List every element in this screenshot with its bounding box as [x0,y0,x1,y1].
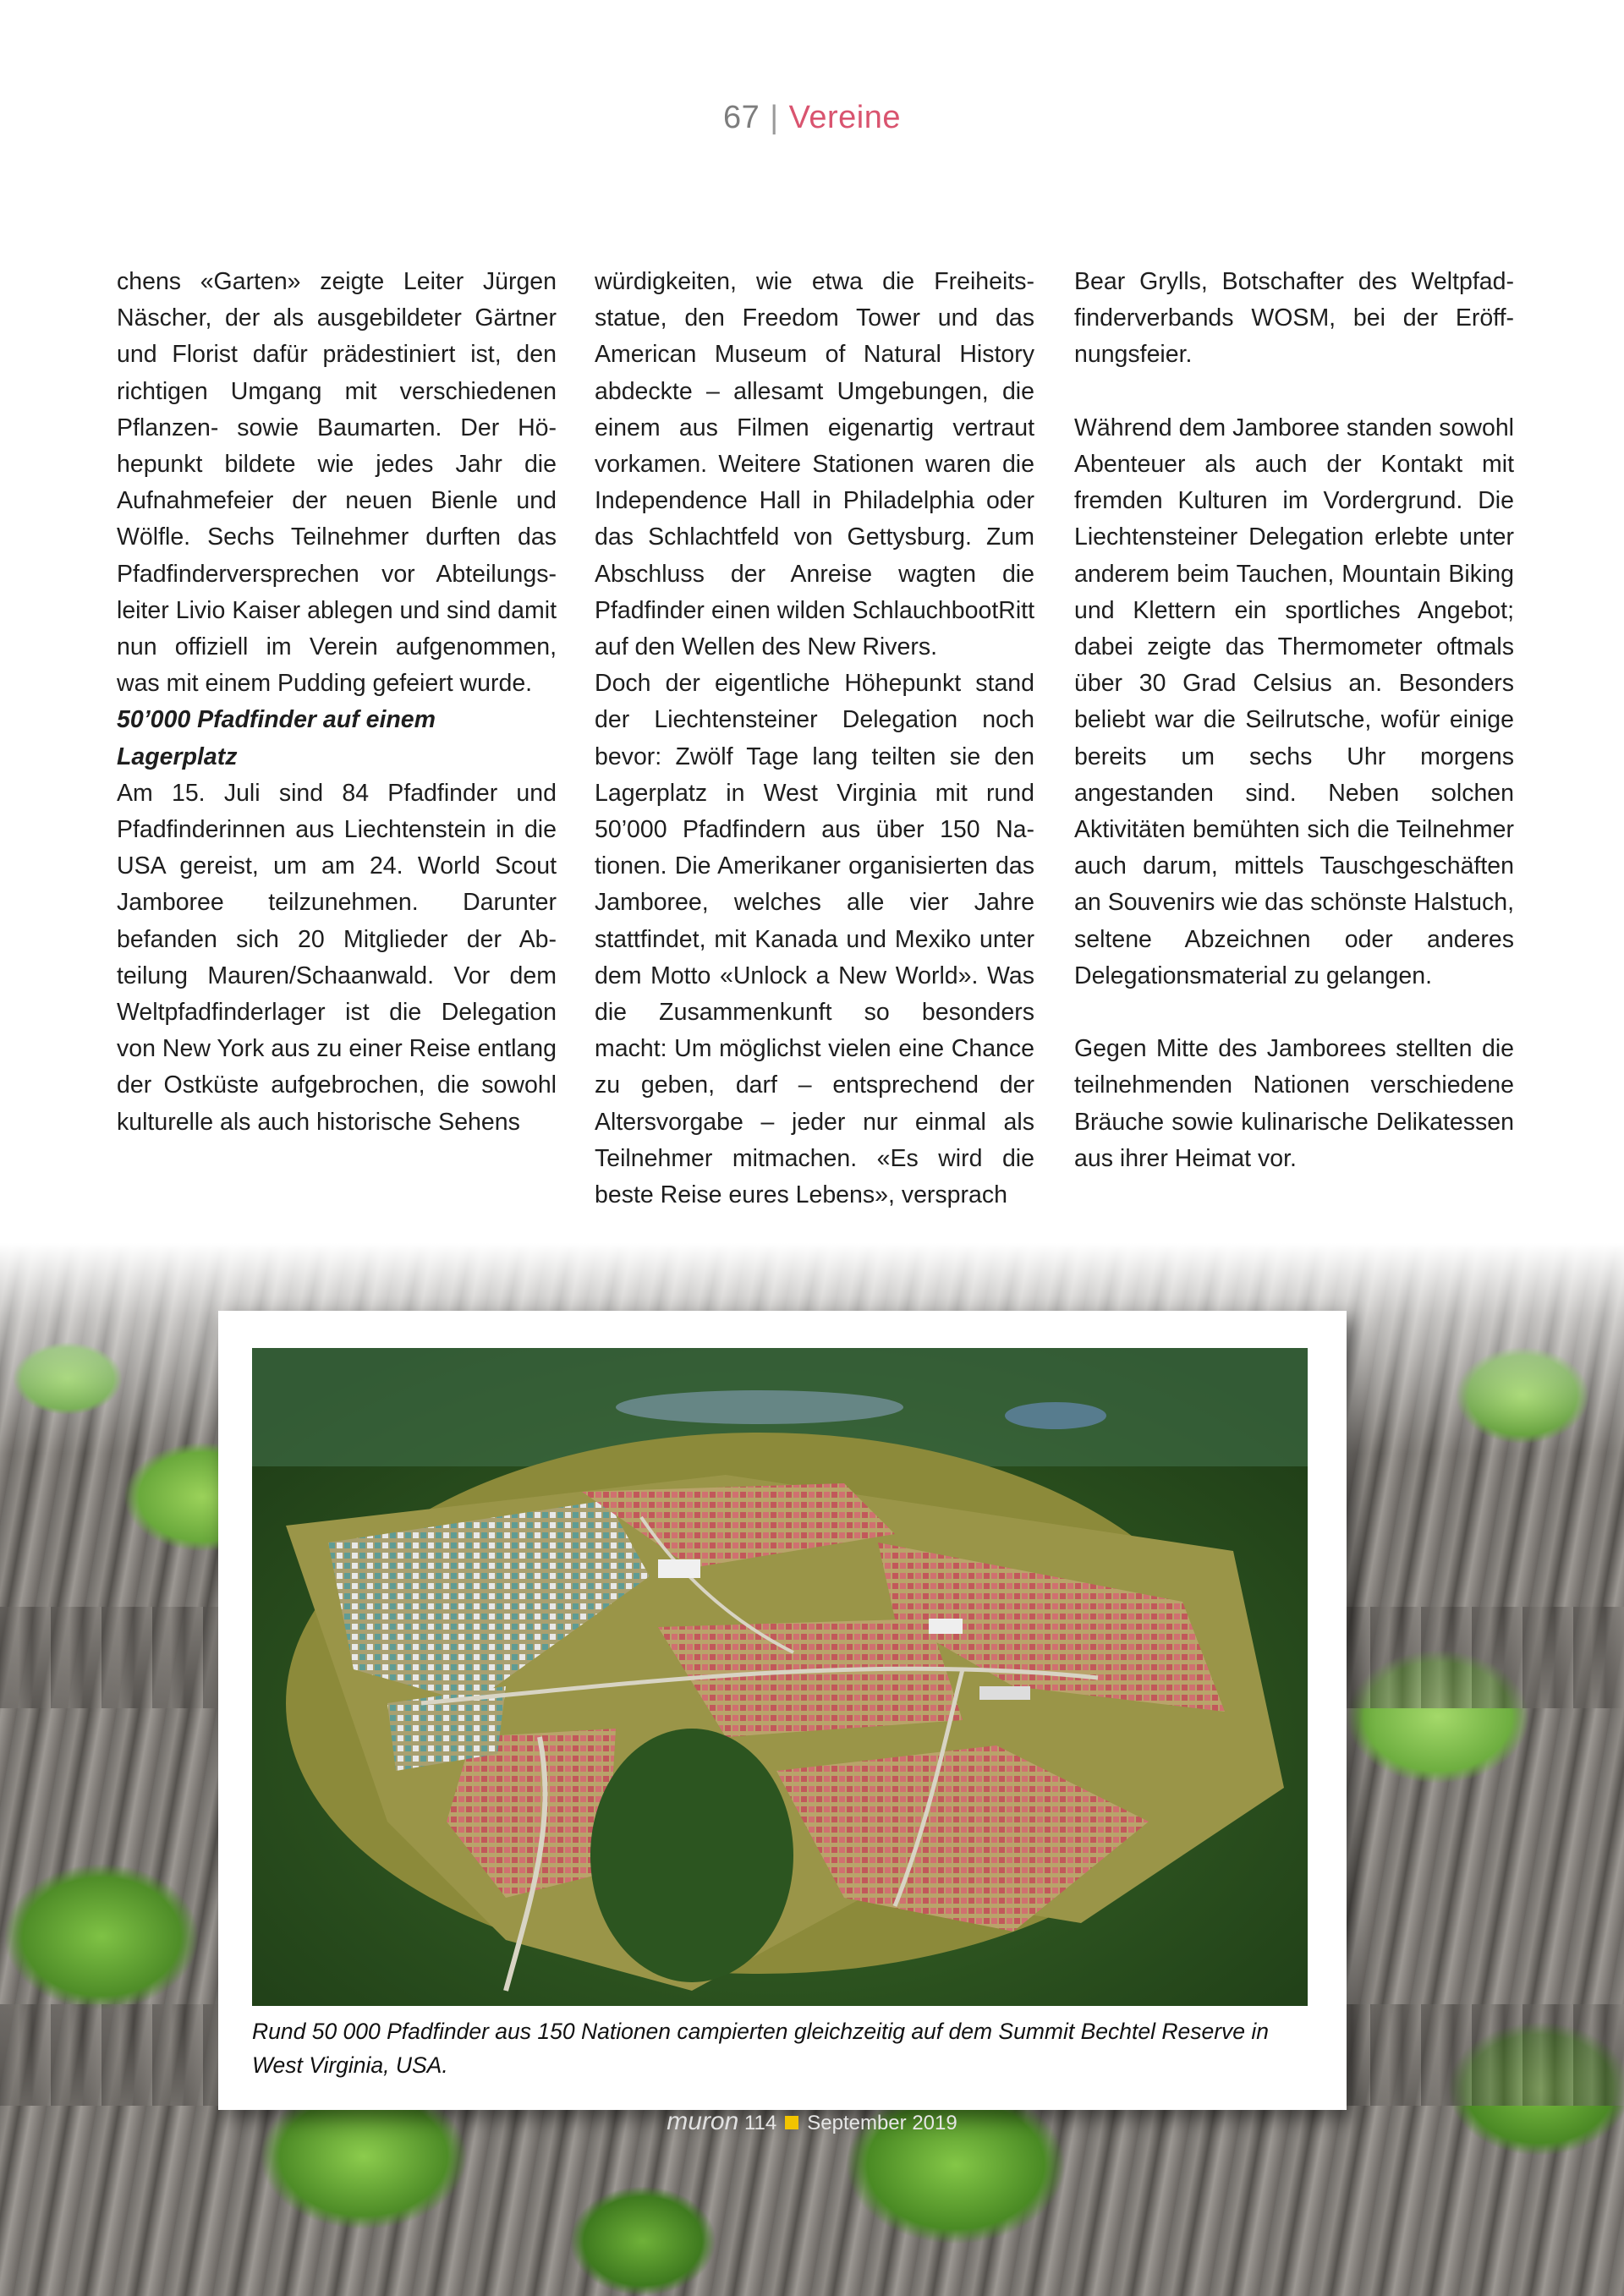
text-column-1 [117,264,557,1141]
paragraph: Am 15. Juli sind 84 Pfadfinder und Pfadfinderinnen aus Liechtenstein in die USA gereist, um am 24. World Scout Jamboree teilzunehmen. Darunter befanden sich 20 Mitglieder der Abteilung Mauren/Schaanwald. Vor dem Weltpfadfinderlager ist die Delegation von New York aus zu einer Reise entlang der Ostküste aufgebrochen, die sowohl kulturelle als auch historische Sehens [117,779,557,1136]
section-title: Vereine [788,100,902,135]
paragraph: würdigkeiten, wie etwa die Freiheitsstatue, den Freedom Tower und das American Museum of Natural History abdeckte – allesamt Umgebungen, die einem aus Filmen eigenartig vertraut vorkamen. Weitere Stationen waren die Independence Hall in Philadelphia oder das Schlachtfeld von Gettysburg. Zum Abschluss der Anreise wagten die Pfadfinder einen wilden SchlauchbootRitt auf den Wellen des New Rivers. [595,268,1034,661]
paragraph: Doch der eigentliche Höhepunkt stand der Liechtensteiner Delegation noch bevor: Zwölf Tage lang teilten sie den Lagerplatz in West Virginia mit rund 50’000 Pfadfindern aus über 150 Nationen. Die Amerikaner organisierten das Jamboree, welches alle vier Jahre stattfindet, mit Kanada und Mexiko unter dem Motto «Unlock a New World». Was die Zusammenkunft so besonders macht: Um möglichst vielen eine Chance zu geben, darf – entsprechend der Altersvorgabe – jeder nur einmal als Teilnehmer mitmachen. «Es wird die beste Reise eures Lebens», versprach [595,670,1034,1209]
paragraph: chens «Garten» zeigte Leiter Jürgen Näscher, der als ausgebildeter Gärtner und Florist dafür prädestiniert ist, den richtigen Umgang mit verschiedenen Pflanzen- sowie Baumarten. Der Höhepunkt bildete wie jedes Jahr die Aufnahmefeier der neuen Bienle und Wölfle. Sechs Teilnehmer durften das Pfadfinderversprechen vor Abteilungsleiter Livio Kaiser ablegen und sind damit nun offiziell im Verein aufgenommen, was mit einem Pudding gefeiert wurde. [117,268,557,698]
page-footer [0,2107,1624,2136]
text-column-3 [1074,264,1514,1177]
paragraph: Während dem Jamboree standen sowohl Abenteuer als auch der Kontakt mit fremden Kulturen im Vordergrund. Die Liechtensteiner Delegation erlebte unter anderem beim Tauchen, Mountain Biking und Klettern ein sportliches Angebot; dabei zeigte das Thermometer oftmals über 30 Grad Celsius an. Besonders beliebt war die Seilrutsche, wofür einige bereits um sechs Uhr morgens angestanden sind. Neben solchen Aktivitäten bemühten sich die Teilnehmer auch darum, mittels Tauschgeschäften an Souvenirs wie das schönste Halstuch, seltene Abzeichnen oder anderes Delegationsmaterial zu gelangen. [1074,414,1514,989]
text-column-2 [595,264,1034,1214]
subheading: 50’000 Pfadfinder auf einem Lagerplatz [117,706,436,770]
paragraph: Gegen Mitte des Jamborees stellten die teilnehmenden Nationen verschiedene Bräuche sowie kulinarische Delikatessen aus ihrer Heimat vor. [1074,1035,1514,1172]
page-number: 67 [722,100,760,135]
issue-number: 114 [743,2112,777,2134]
aerial-photo [252,1348,1308,2006]
issue-date: September 2019 [807,2112,957,2134]
magazine-brand: muron [667,2107,739,2135]
page-header [0,100,1624,136]
photo-card [218,1311,1347,2110]
aerial-camp-image [252,1348,1308,2006]
square-icon [785,2116,798,2129]
header-separator: | [770,100,779,135]
paragraph: Bear Grylls, Botschafter des Weltpfadfinderverbands WOSM, bei der Eröffnungsfeier. [1074,268,1514,369]
photo-caption: Rund 50 000 Pfadfinder aus 150 Nationen campierten gleichzeitig auf dem Summit Bechtel Reserve in West Virginia, USA. [252,2019,1270,2078]
